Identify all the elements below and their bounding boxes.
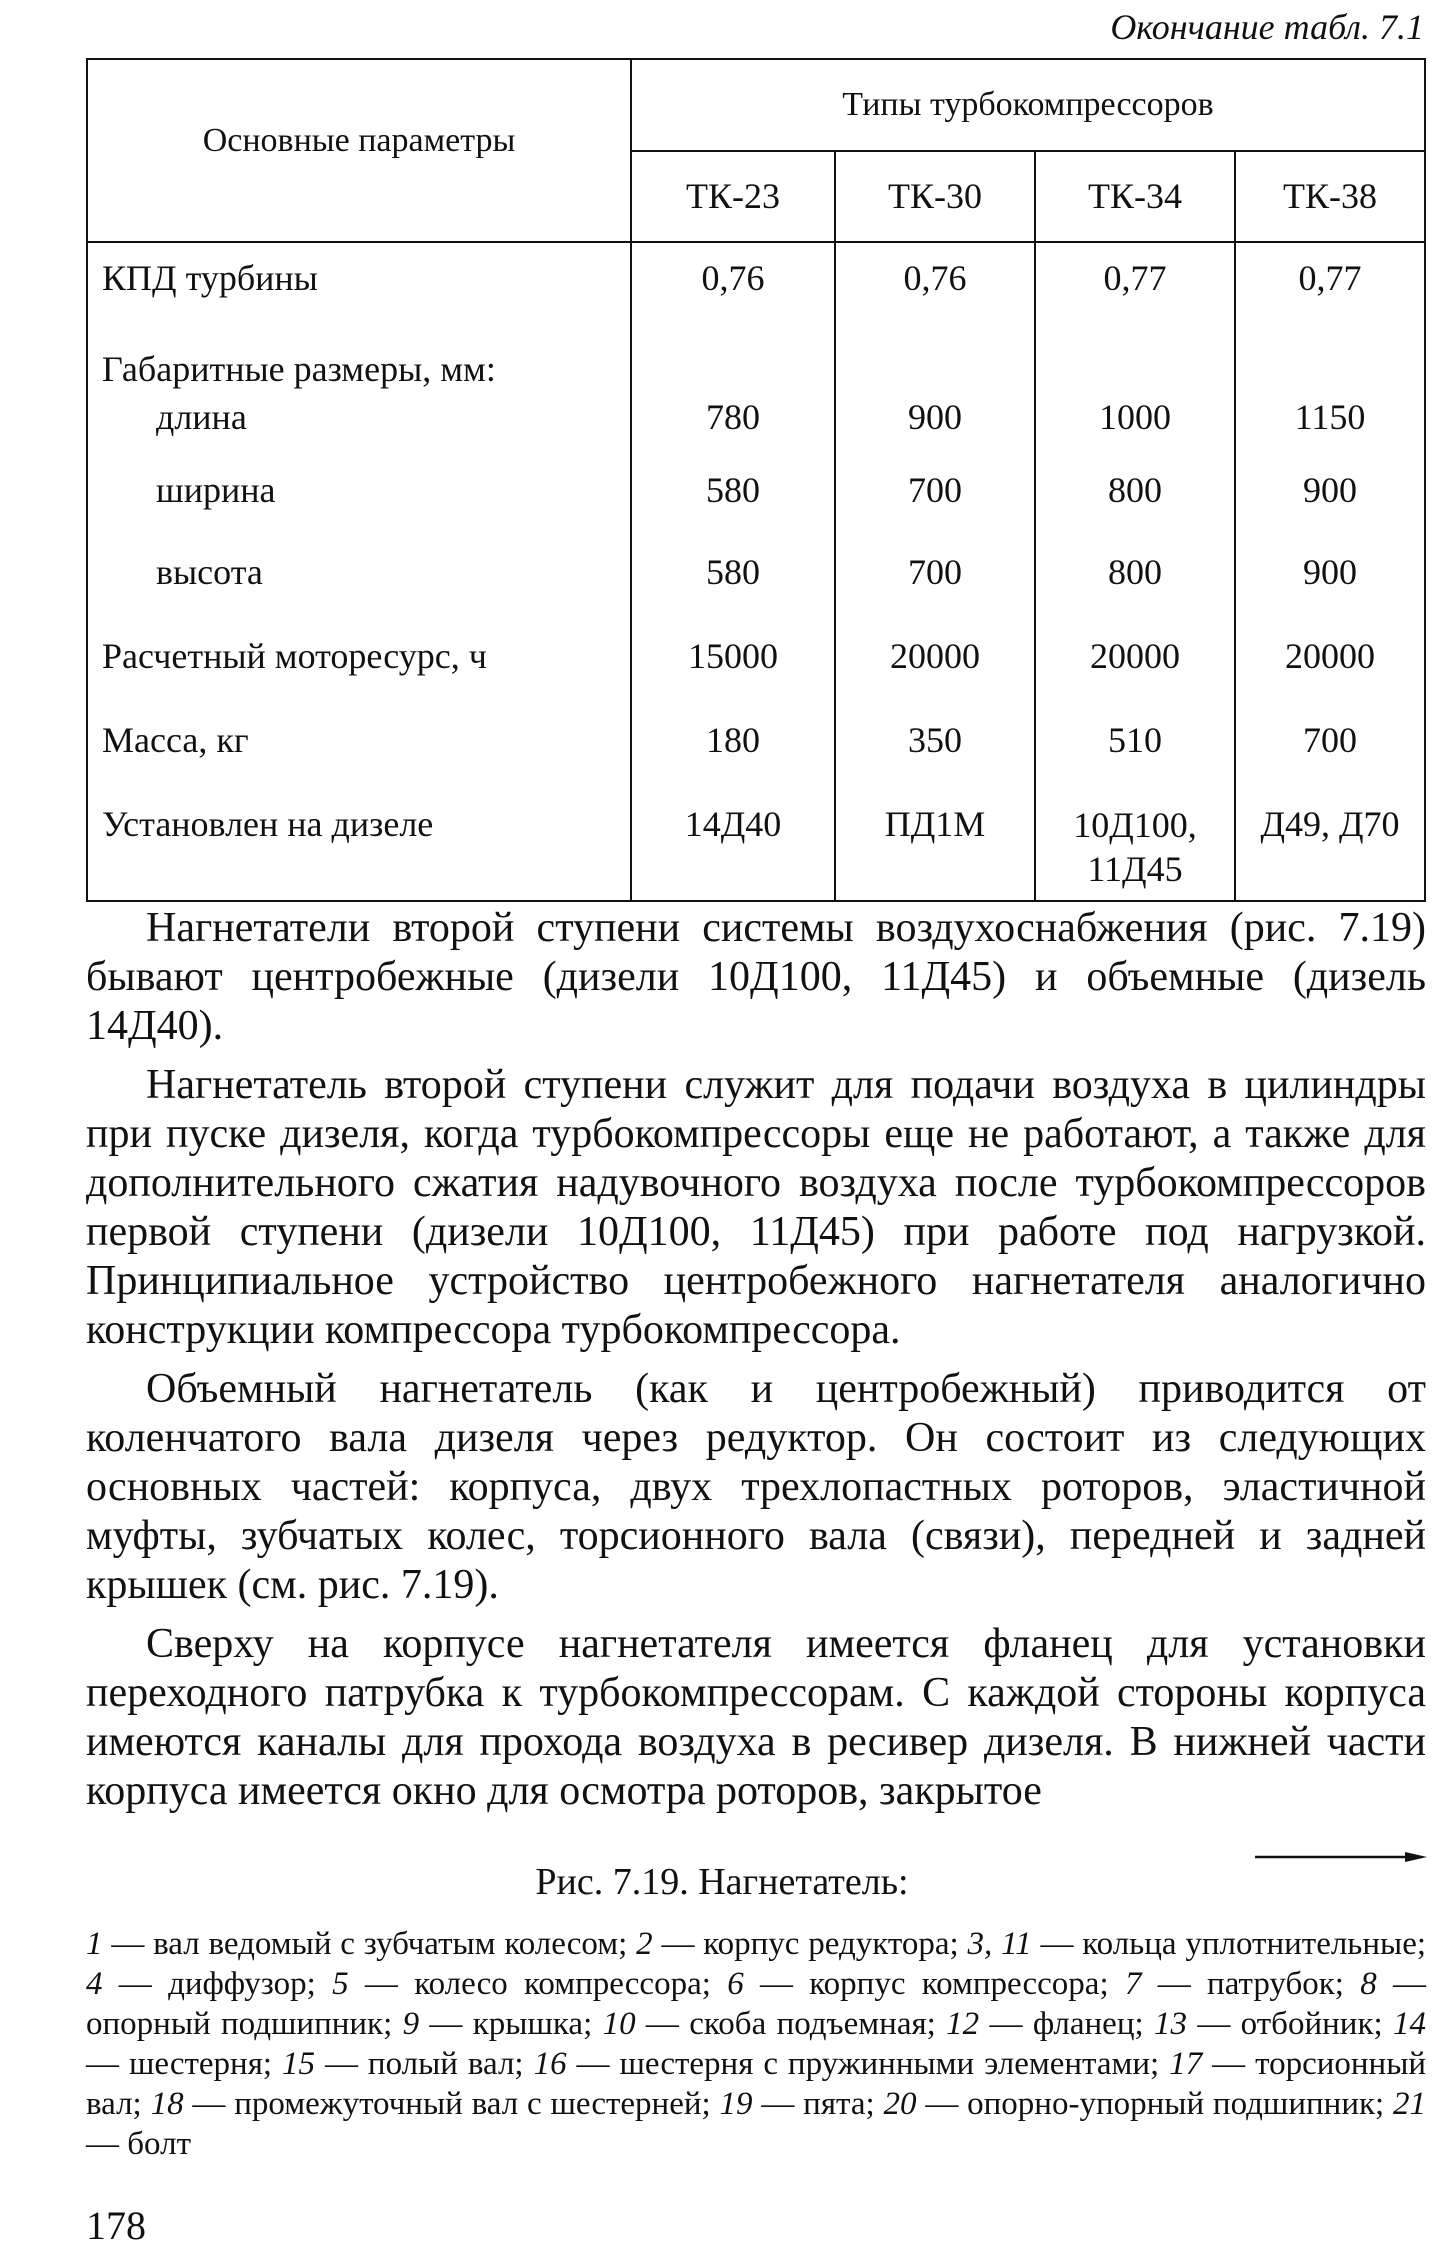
legend-text: — опорный подшипник;	[86, 1966, 1427, 2042]
legend-number: 1	[86, 1926, 103, 1962]
legend-number: 8	[1360, 1966, 1377, 2002]
legend-number: 20	[883, 2086, 917, 2122]
table-cell: 900	[1235, 467, 1425, 550]
legend-number: 21	[1393, 2086, 1427, 2122]
table-cell: 1150	[1235, 395, 1425, 467]
paragraph: Нагнетатели второй ступени системы воздухоснабжения (рис. 7.19) бывают центробежные (дизели 10Д100, 11Д45) и объемные (дизель 14Д40).	[86, 905, 1426, 1049]
row-label: КПД турбины	[87, 242, 631, 338]
legend-item	[968, 1926, 1427, 1962]
row-label: ширина	[87, 467, 631, 550]
figure-title: Рис. 7.19. Нагнетатель:	[535, 1861, 909, 1903]
param-column-header: Основные параметры	[87, 59, 631, 242]
legend-number: 9	[402, 2006, 420, 2042]
table-cell: 780	[631, 395, 835, 467]
paragraph: Нагнетатель второй ступени служит для подачи воздуха в цилиндры при пуске дизеля, когда турбокомпрессоры еще не работают, а также для дополнительного сжатия надувочного воздуха после турбокомпрессоров первой ступени (дизели 10Д100, 11Д45) при работе под нагрузкой. Принципиальное устройство центробежного нагнетателя аналогично конструкции компрессора турбокомпрессора.	[86, 1062, 1426, 1353]
type-header: ТК-23	[631, 151, 835, 243]
table-row	[87, 634, 1425, 718]
table-cell: 20000	[1235, 634, 1425, 718]
legend-number: 12	[946, 2006, 980, 2042]
table-row	[87, 718, 1425, 802]
paragraph: Сверху на корпусе нагнетателя имеется фланец для установки переходного патрубка к турбокомпрессорам. С каждой стороны корпуса имеются каналы для прохода воздуха в ресивер дизеля. В нижней части корпуса имеется окно для осмотра роторов, закрытое	[86, 1621, 1426, 1814]
table-cell: 900	[835, 395, 1035, 467]
legend-number: 6	[727, 1966, 744, 2002]
engine-line-2: 11Д45	[1087, 849, 1183, 889]
table-cell	[1035, 802, 1235, 901]
row-label: Расчетный моторесурс, ч	[87, 634, 631, 718]
page-number: 178	[86, 2203, 146, 2248]
legend-text: — корпус компрессора;	[743, 1966, 1109, 2002]
legend-number: 5	[332, 1966, 349, 2002]
type-header: ТК-38	[1235, 151, 1425, 243]
table-cell: 700	[835, 467, 1035, 550]
legend-text: — скоба подъемная;	[635, 2006, 936, 2042]
row-label: высота	[87, 550, 631, 634]
legend-text: — колесо компрессора;	[348, 1966, 711, 2002]
figure-legend	[86, 1924, 1426, 2164]
legend-text: — кольца уплотнительные;	[1031, 1926, 1427, 1962]
legend-item	[534, 2046, 1160, 2082]
legend-item	[603, 2006, 936, 2042]
table-cell: 800	[1035, 467, 1235, 550]
legend-text: — пята;	[752, 2086, 875, 2122]
legend-text: — шестерня с пружинными элементами;	[566, 2046, 1160, 2082]
legend-item	[884, 2086, 1385, 2122]
legend-text: — торсионный вал;	[86, 2046, 1427, 2122]
legend-item	[151, 2086, 711, 2122]
table-row	[87, 802, 1425, 901]
legend-item	[1125, 1966, 1344, 2002]
legend-number: 18	[150, 2086, 184, 2122]
legend-item	[1154, 2006, 1383, 2042]
legend-text: — фланец;	[979, 2006, 1144, 2042]
legend-text: — болт	[86, 2126, 191, 2162]
legend-number: 15	[282, 2046, 316, 2082]
table-cell: 510	[1035, 718, 1235, 802]
table-cell: 700	[835, 550, 1035, 634]
table-row	[87, 242, 1425, 338]
table-cell: 1000	[1035, 395, 1235, 467]
legend-number: 4	[86, 1966, 103, 2002]
legend-text: — промежуточный вал с шестерней;	[183, 2086, 711, 2122]
table-cell: 800	[1035, 550, 1235, 634]
type-header: ТК-34	[1035, 151, 1235, 243]
types-group-header: Типы турбокомпрессоров	[631, 59, 1425, 151]
table-cell: 0,76	[835, 242, 1035, 338]
table-cell: 0,77	[1235, 242, 1425, 338]
legend-text: — крышка;	[419, 2006, 593, 2042]
legend-item	[86, 1926, 627, 1962]
table-row	[87, 467, 1425, 550]
table-cell: 350	[835, 718, 1035, 802]
legend-text: — патрубок;	[1141, 1966, 1344, 2002]
legend-item	[636, 1926, 959, 1962]
legend-number: 14	[1393, 2006, 1426, 2042]
legend-text: — полый вал;	[315, 2046, 524, 2082]
legend-item	[720, 2086, 875, 2122]
legend-number: 7	[1124, 1966, 1142, 2002]
table-cell: 700	[1235, 718, 1425, 802]
legend-number: 10	[602, 2006, 636, 2042]
table-cell: ПД1М	[835, 802, 1035, 901]
legend-text: — диффузор;	[102, 1966, 316, 2002]
legend-number: 17	[1169, 2046, 1203, 2082]
table-row	[87, 550, 1425, 634]
row-label: Габаритные размеры, мм:	[87, 338, 631, 395]
table-cell: 580	[631, 467, 835, 550]
table-cell: 580	[631, 550, 835, 634]
legend-item	[86, 1966, 316, 2002]
legend-text: — вал ведомый с зубчатым колесом;	[102, 1926, 628, 1962]
table-cell: 900	[1235, 550, 1425, 634]
legend-number: 16	[533, 2046, 567, 2082]
table-cell: Д49, Д70	[1235, 802, 1425, 901]
body-text	[86, 904, 1426, 1826]
table-cell: 15000	[631, 634, 835, 718]
table-cell: 180	[631, 718, 835, 802]
table-cell: 0,77	[1035, 242, 1235, 338]
table-cell: 20000	[835, 634, 1035, 718]
row-label: Масса, кг	[87, 718, 631, 802]
legend-item	[946, 2006, 1144, 2042]
legend-item	[727, 1966, 1108, 2002]
row-label: Установлен на дизеле	[87, 802, 631, 901]
paragraph: Объемный нагнетатель (как и центробежный) приводится от коленчатого вала дизеля через редуктор. Он состоит из следующих основных частей: корпуса, двух трехлопастных роторов, эластичной муфты, зубчатых колес, торсионного вала (связи), передней и задней крышек (см. рис. 7.19).	[86, 1366, 1426, 1608]
table-cell: 0,76	[631, 242, 835, 338]
legend-item	[332, 1966, 711, 2002]
legend-item	[403, 2006, 593, 2042]
legend-text: — корпус редуктора;	[652, 1926, 959, 1962]
legend-item	[282, 2046, 524, 2082]
legend-text: — отбойник;	[1187, 2006, 1383, 2042]
legend-number: 13	[1154, 2006, 1187, 2042]
table-cell: 20000	[1035, 634, 1235, 718]
type-header: ТК-30	[835, 151, 1035, 243]
turbocompressor-parameters-table	[86, 58, 1426, 902]
legend-number: 19	[719, 2086, 753, 2122]
legend-number: 3, 11	[967, 1926, 1032, 1962]
legend-text: — опорно-упорный подшипник;	[916, 2086, 1385, 2122]
legend-number: 2	[636, 1926, 653, 1962]
table-cell: 14Д40	[631, 802, 835, 901]
table-continuation-caption: Окончание табл. 7.1	[1110, 7, 1424, 47]
table-row	[87, 338, 1425, 395]
engine-line-1: 10Д100,	[1073, 805, 1197, 845]
row-label: длина	[87, 395, 631, 467]
table-row	[87, 395, 1425, 467]
legend-text: — шестерня;	[86, 2046, 273, 2082]
